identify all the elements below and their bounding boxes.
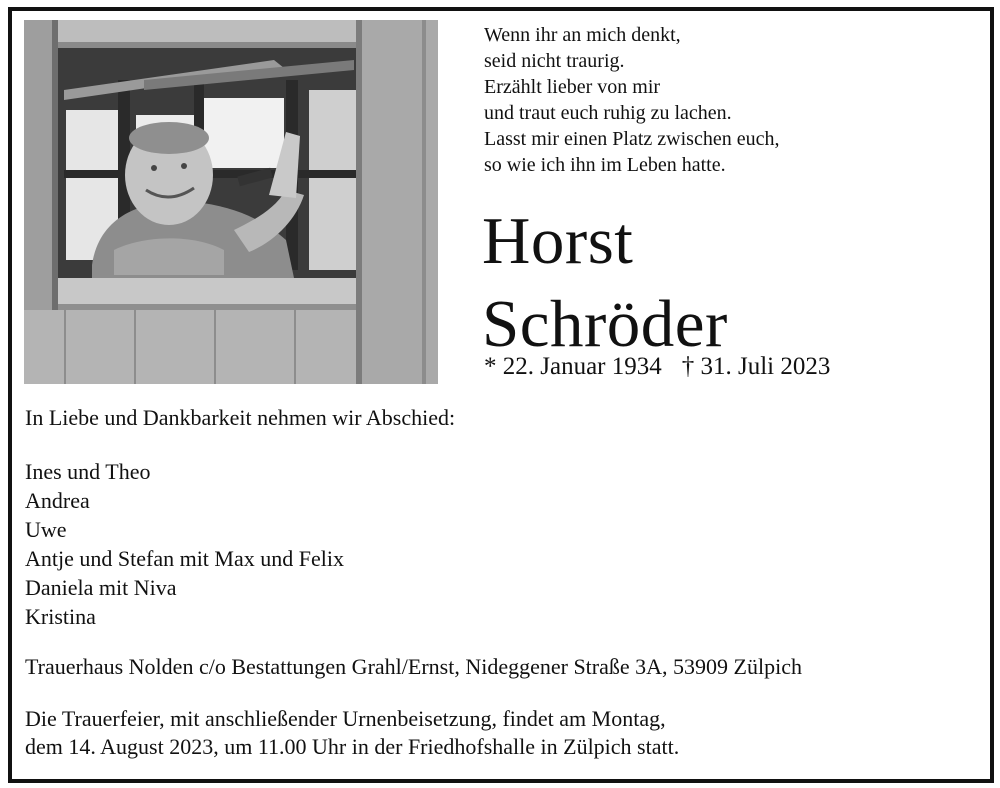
- mourner: Andrea: [25, 488, 90, 513]
- poem-line: Erzählt lieber von mir: [484, 76, 661, 98]
- mourner: Daniela mit Niva: [25, 575, 177, 600]
- poem-line: und traut euch ruhig zu lachen.: [484, 102, 732, 124]
- poem-line: so wie ich ihn im Leben hatte.: [484, 154, 726, 176]
- last-name: Schröder: [482, 287, 728, 361]
- life-dates: [484, 351, 830, 383]
- deceased-name: [482, 200, 728, 366]
- poem-line: seid nicht traurig.: [484, 50, 625, 72]
- first-name: Horst: [482, 204, 634, 278]
- death-date: † 31. Juli 2023: [681, 353, 831, 380]
- mourners-list: [25, 457, 344, 631]
- mourner: Uwe: [25, 517, 67, 542]
- poem-line: Lasst mir einen Platz zwischen euch,: [484, 128, 780, 150]
- mourner: Kristina: [25, 604, 96, 629]
- mourner: Ines und Theo: [25, 459, 151, 484]
- service-line: dem 14. August 2023, um 11.00 Uhr in der Friedhofshalle in Zülpich statt.: [25, 734, 680, 759]
- mourner: Antje und Stefan mit Max und Felix: [25, 546, 344, 571]
- poem-line: Wenn ihr an mich denkt,: [484, 24, 681, 46]
- farewell-intro: In Liebe und Dankbarkeit nehmen wir Abschied:: [25, 405, 456, 430]
- service-line: Die Trauerfeier, mit anschließender Urnenbeisetzung, findet am Montag,: [25, 706, 666, 731]
- service-info: [25, 705, 679, 761]
- poem: [484, 22, 779, 178]
- birth-date: * 22. Januar 1934: [484, 353, 662, 380]
- portrait-photo: [24, 20, 438, 384]
- mourning-house-address: Trauerhaus Nolden c/o Bestattungen Grahl/Ernst, Nideggener Straße 3A, 53909 Zülpich: [25, 654, 802, 679]
